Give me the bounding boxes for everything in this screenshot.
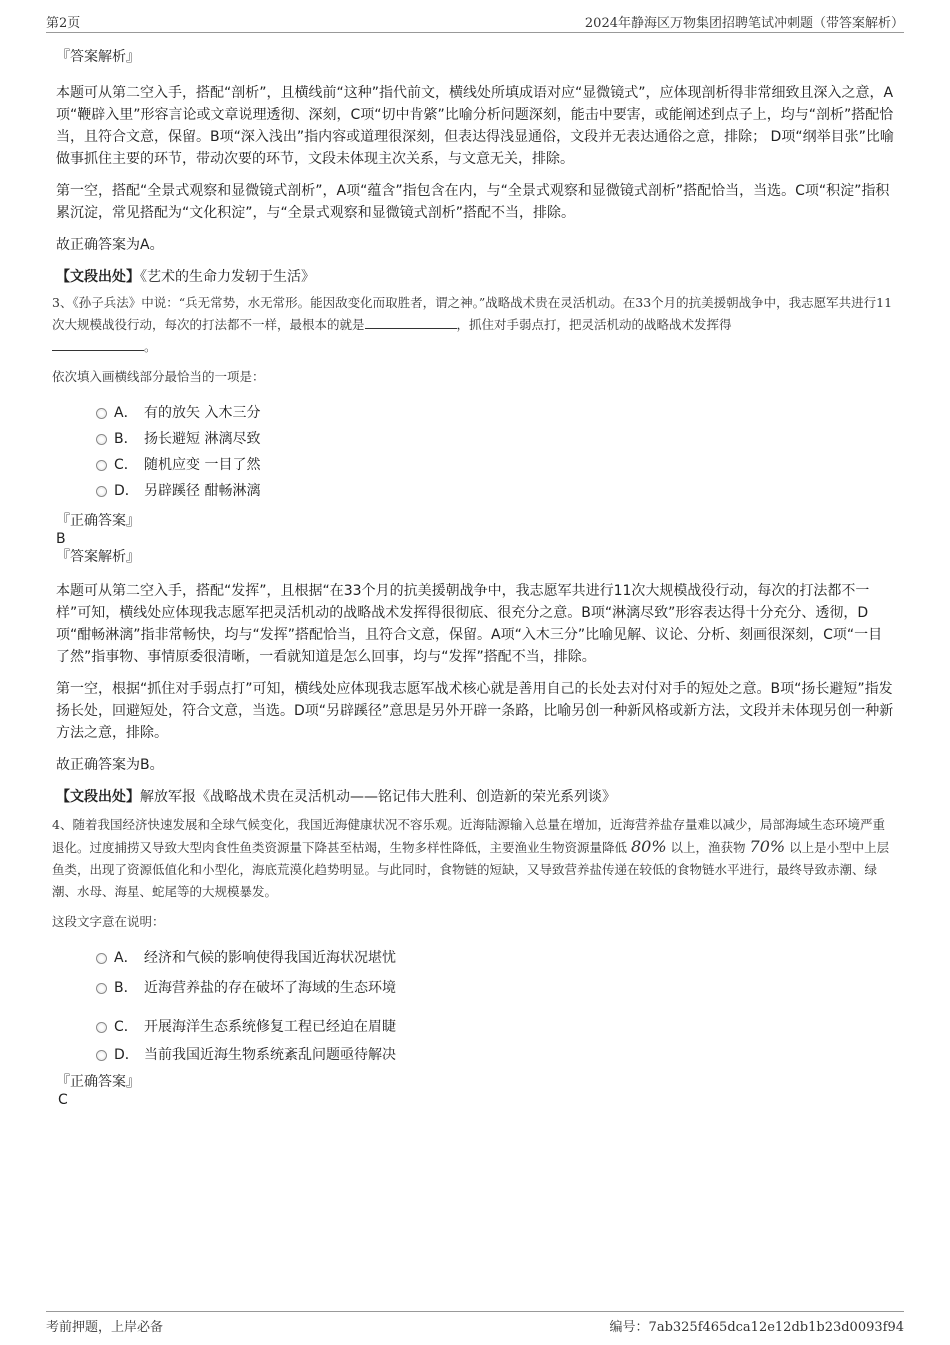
document-title: 2024年静海区万物集团招聘笔试冲刺题（带答案解析） — [584, 16, 904, 31]
option-letter: D． — [114, 483, 139, 499]
radio-icon[interactable] — [96, 1050, 107, 1061]
question-stem — [52, 292, 894, 358]
stem-text: 。 — [144, 339, 157, 354]
radio-icon[interactable] — [96, 983, 107, 994]
option-text: 经济和气候的影响使得我国近海状况堪忧 — [144, 950, 396, 966]
percent-value: 80% — [631, 837, 667, 856]
option-text: 开展海洋生态系统修复工程已经迫在眉睫 — [144, 1019, 396, 1035]
page-content — [52, 44, 894, 1109]
question-prompt: 依次填入画横线部分最恰当的一项是： — [52, 369, 265, 384]
analysis-paragraph: 本题可从第二空入手，搭配“发挥”，且根据“在33个月的抗美援朝战争中，我志愿军共进行11次大规模战役行动，每次的打法都不一样”可知，横线处应体现我志愿军把灵活机动的战略战术发挥得很彻底、很充分之意。B项“淋漓尽致”形容表达得十分充分、透彻，D项“酣畅淋漓”指非常畅快，均与“发挥”搭配恰当，且符合文意，保留。A项“入木三分”比喻见解、议论、分析、刻画很深刻，C项“一目了然”指事物、事情原委很清晰，一看就知道是怎么回事，均与“发挥”搭配不当，排除。 — [56, 583, 883, 665]
percent-value: 70% — [749, 837, 786, 856]
option-c[interactable] — [56, 1013, 894, 1041]
option-a[interactable] — [56, 400, 894, 426]
question-stem — [52, 814, 894, 903]
option-letter: B． — [114, 431, 138, 447]
stem-text: 以上，渔获物 — [670, 840, 746, 855]
stem-text: ，抓住对手弱点打，把灵活机动的战略战术发挥得 — [456, 317, 732, 332]
analysis-label: 『答案解析』 — [56, 49, 140, 65]
page-footer — [46, 1311, 904, 1334]
source-label: 【文段出处】 — [56, 269, 140, 285]
fill-blank — [365, 316, 457, 329]
fill-blank — [52, 338, 144, 351]
correct-answer-label: 『正确答案』 — [56, 1074, 140, 1090]
analysis-paragraph: 本题可从第二空入手，搭配“剖析”，且横线前“这种”指代前文，横线处所填成语对应“显微镜式”，应体现剖析得非常细致且深入之意，A项“鞭辟入里”形容言论或文章说理透彻、深刻，C项“切中肯綮”比喻分析问题深刻，能击中要害，或能阐述到点子上，均与“剖析”搭配恰当，且符合文意，保留。B项“深入浅出”指内容或道理很深刻，但表达得浅显通俗，文段并无表达通俗之意，排除； D项“纲举目张”比喻做事抓住主要的环节，带动次要的环节，文段未体现主次关系，与文意无关，排除。 — [56, 85, 894, 167]
option-d[interactable] — [56, 1041, 894, 1069]
radio-icon[interactable] — [96, 953, 107, 964]
analysis-paragraph: 第一空，搭配“全景式观察和显微镜式剖析”，A项“蕴含”指包含在内，与“全景式观察和显微镜式剖析”搭配恰当，当选。C项“积淀”指积累沉淀，常见搭配为“文化积淀”，与“全景式观察和显微镜式剖析”搭配不当，排除。 — [56, 183, 890, 221]
radio-icon[interactable] — [96, 434, 107, 445]
option-text: 有的放矢 入木三分 — [144, 405, 261, 421]
analysis-conclusion: 故正确答案为B。 — [56, 757, 164, 773]
analysis-paragraph: 第一空，根据“抓住对手弱点打”可知，横线处应体现我志愿军战术核心就是善用自己的长处去对付对手的短处之意。B项“扬长避短”指发扬长处，回避短处，符合文意，当选。D项“另辟蹊径”意思是另外开辟一条路，比喻另创一种新风格或新方法，文段并未体现另创一种新方法之意，排除。 — [56, 681, 894, 741]
option-a[interactable] — [56, 943, 894, 973]
option-d[interactable] — [56, 478, 894, 504]
page-header — [46, 10, 904, 33]
option-b[interactable] — [56, 426, 894, 452]
option-text: 另辟蹊径 酣畅淋漓 — [144, 483, 261, 499]
stem-text: 4、随着我国经济快速发展和全球气候变化，我国近海健康状况不容乐观。近海陆源输入总量在增加，近海营养盐存量难以减少，局部海域生态环境严重退化。过度捕捞又导致大型肉食性鱼类资源量下降甚至枯竭，生物多样性降低，主要渔业生物资源量降低 — [52, 817, 885, 855]
option-text: 扬长避短 淋漓尽致 — [144, 431, 261, 447]
radio-icon[interactable] — [96, 486, 107, 497]
option-letter: C． — [114, 457, 138, 473]
option-letter: B． — [114, 980, 138, 996]
correct-answer-label: 『正确答案』 — [56, 513, 140, 529]
option-letter: A． — [114, 950, 138, 966]
analysis-label: 『答案解析』 — [56, 549, 140, 565]
options-list — [56, 400, 894, 504]
source-label: 【文段出处】 — [56, 789, 140, 805]
source-text: 解放军报《战略战术贵在灵活机动——铭记伟大胜利、创造新的荣光系列谈》 — [140, 789, 616, 805]
option-text: 近海营养盐的存在破坏了海域的生态环境 — [144, 980, 396, 996]
correct-answer: C — [58, 1092, 68, 1108]
document-id: 编号：7ab325f465dca12e12db1b23d0093f94 — [609, 1320, 904, 1335]
radio-icon[interactable] — [96, 1022, 107, 1033]
option-text: 当前我国近海生物系统紊乱问题亟待解决 — [144, 1047, 396, 1063]
source-line — [56, 266, 894, 288]
stem-text: 以上是小型中上层鱼类，出现了资源低值化和小型化，海底荒漠化趋势明显。与此同时，食物链的短缺，又导致营养盐传递在较低的食物链水平进行，最终导致赤潮、绿潮、水母、海星、蛇尾等的大规模暴发。 — [52, 840, 890, 899]
source-line — [56, 786, 894, 808]
analysis-conclusion: 故正确答案为A。 — [56, 237, 164, 253]
option-letter: A． — [114, 405, 138, 421]
option-b[interactable] — [56, 973, 894, 1013]
option-letter: D． — [114, 1047, 139, 1063]
radio-icon[interactable] — [96, 460, 107, 471]
page-number: 第2页 — [46, 16, 81, 31]
radio-icon[interactable] — [96, 408, 107, 419]
option-c[interactable] — [56, 452, 894, 478]
correct-answer: B — [56, 531, 66, 547]
stem-text: 3、《孙子兵法》中说：“兵无常势，水无常形。能因敌变化而取胜者，谓之神。”战略战术贵在灵活机动。在33个月的抗美援朝战争中，我志愿军共进行11次大规模战役行动，每次的打法都不一样，最根本的就是 — [52, 295, 893, 332]
question-prompt: 这段文字意在说明： — [52, 914, 165, 929]
options-list — [56, 943, 894, 1069]
option-text: 随机应变 一目了然 — [144, 457, 261, 473]
footer-slogan: 考前押题，上岸必备 — [46, 1320, 164, 1335]
source-text: 《艺术的生命力发轫于生活》 — [140, 269, 315, 285]
option-letter: C． — [114, 1019, 138, 1035]
